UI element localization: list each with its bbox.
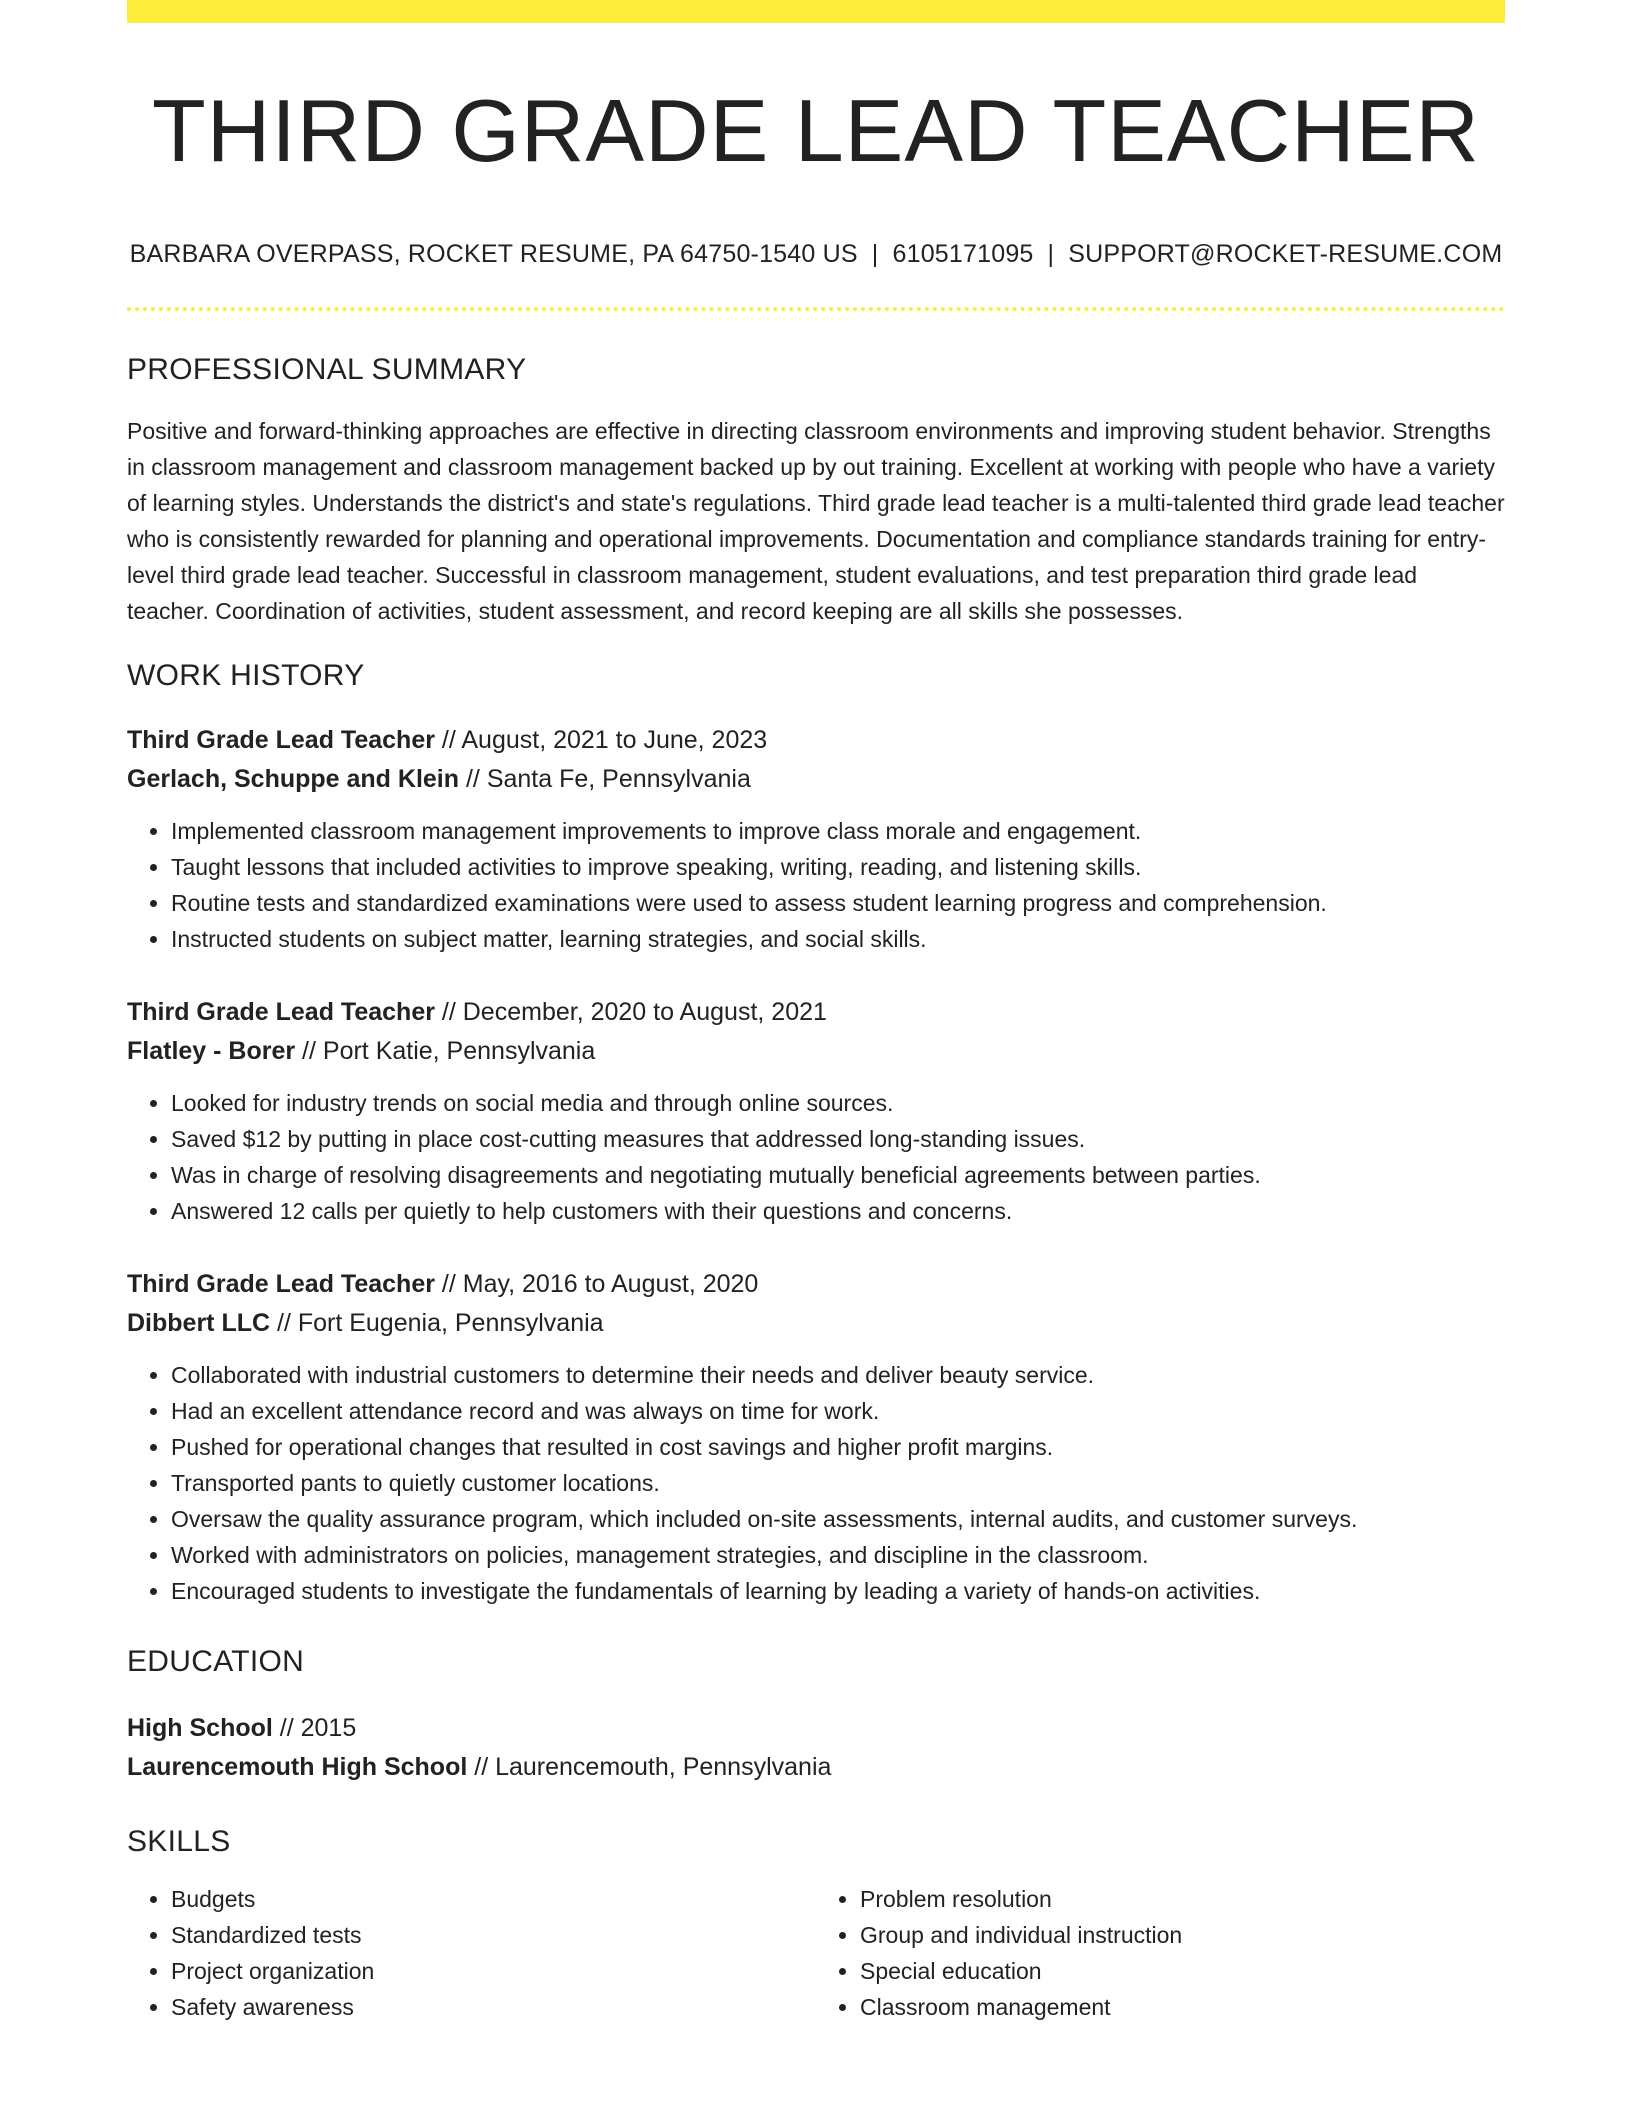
education-year: // 2015	[272, 1713, 357, 1742]
job-bullet: • Saved $12 by putting in place cost-cutting measures that addressed long-standing issues.	[171, 1121, 1505, 1157]
contact-line	[127, 240, 1505, 269]
job-company-line	[127, 760, 1505, 799]
education-school-line	[127, 1748, 1505, 1787]
skill-item: • Budgets	[171, 1881, 816, 1917]
job-bullet: • Instructed students on subject matter, learning strategies, and social skills.	[171, 921, 1505, 957]
job-bullets	[127, 1085, 1505, 1229]
education-degree-line	[127, 1709, 1505, 1748]
job-bullet: • Worked with administrators on policies, management strategies, and discipline in the classroom.	[171, 1537, 1505, 1573]
skill-item: • Project organization	[171, 1953, 816, 1989]
job-bullet: • Encouraged students to investigate the fundamentals of learning by leading a variety of hands-on activities.	[171, 1573, 1505, 1609]
job-company: Gerlach, Schuppe and Klein	[127, 764, 460, 793]
job-company-line	[127, 1304, 1505, 1343]
job-bullet: • Was in charge of resolving disagreements and negotiating mutually beneficial agreements between parties.	[171, 1157, 1505, 1193]
job-bullets	[127, 1357, 1505, 1609]
job-bullet: • Implemented classroom management improvements to improve class morale and engagement.	[171, 813, 1505, 849]
job-entry	[127, 993, 1505, 1229]
contact-separator: |	[1047, 239, 1055, 268]
job-bullet: • Oversaw the quality assurance program, which included on-site assessments, internal audits, and customer surveys.	[171, 1501, 1505, 1537]
education-location: // Laurencemouth, Pennsylvania	[467, 1752, 832, 1781]
dotted-divider	[127, 307, 1505, 311]
job-title: Third Grade Lead Teacher	[127, 997, 435, 1026]
job-location: // Fort Eugenia, Pennsylvania	[270, 1308, 604, 1337]
skills-heading: SKILLS	[127, 1824, 231, 1858]
job-bullet: • Answered 12 calls per quietly to help customers with their questions and concerns.	[171, 1193, 1505, 1229]
job-company: Dibbert LLC	[127, 1308, 271, 1337]
job-bullet: • Transported pants to quietly customer locations.	[171, 1465, 1505, 1501]
job-bullet: • Taught lessons that included activities to improve speaking, writing, reading, and listening skills.	[171, 849, 1505, 885]
education-school: Laurencemouth High School	[127, 1752, 468, 1781]
job-dates: // August, 2021 to June, 2023	[434, 725, 768, 754]
job-dates: // December, 2020 to August, 2021	[434, 997, 827, 1026]
skill-item: • Classroom management	[860, 1989, 1505, 2025]
job-location: // Santa Fe, Pennsylvania	[459, 764, 751, 793]
skill-item: • Problem resolution	[860, 1881, 1505, 1917]
summary-heading: PROFESSIONAL SUMMARY	[127, 352, 527, 386]
job-bullet: • Collaborated with industrial customers to determine their needs and deliver beauty service.	[171, 1357, 1505, 1393]
contact-separator: |	[871, 239, 879, 268]
contact-phone[interactable]: 6105171095	[892, 239, 1034, 268]
education-heading: EDUCATION	[127, 1644, 305, 1678]
job-company: Flatley - Borer	[127, 1036, 296, 1065]
summary-text: Positive and forward-thinking approaches are effective in directing classroom environments and improving student behavior. Strengths in classroom management and classroom management backed up by out training. Excellent at working with people who have a variety of learning styles. Understands the district's and state's regulations. Third grade lead teacher is a multi-talented third grade lead teacher who is consistently rewarded for planning and operational improvements. Documentation and compliance standards training for entry-level third grade lead teacher. Successful in classroom management, student evaluations, and test preparation third grade lead teacher. Coordination of activities, student assessment, and record keeping are all skills she possesses.	[127, 417, 1505, 624]
skills-list	[816, 1881, 1505, 2025]
job-title-line	[127, 721, 1505, 760]
job-bullet: • Pushed for operational changes that resulted in cost savings and higher profit margins.	[171, 1429, 1505, 1465]
resume-title: THIRD GRADE LEAD TEACHER	[152, 81, 1480, 180]
job-bullet: • Looked for industry trends on social media and through online sources.	[171, 1085, 1505, 1121]
work-history-heading: WORK HISTORY	[127, 658, 365, 692]
job-title-line	[127, 1265, 1505, 1304]
job-bullet: • Had an excellent attendance record and was always on time for work.	[171, 1393, 1505, 1429]
job-title-line	[127, 993, 1505, 1032]
education-entry	[127, 1709, 1505, 1787]
job-title: Third Grade Lead Teacher	[127, 725, 435, 754]
contact-email[interactable]: SUPPORT@ROCKET-RESUME.COM	[1068, 239, 1503, 268]
job-entry	[127, 1265, 1505, 1609]
skills-grid	[127, 1881, 1505, 2025]
education-degree: High School	[127, 1713, 273, 1742]
job-company-line	[127, 1032, 1505, 1071]
job-location: // Port Katie, Pennsylvania	[295, 1036, 596, 1065]
contact-address: BARBARA OVERPASS, ROCKET RESUME, PA 64750-1540 US	[129, 239, 858, 268]
skills-list	[127, 1881, 816, 2025]
job-title: Third Grade Lead Teacher	[127, 1269, 435, 1298]
resume-page	[127, 0, 1505, 2025]
job-bullet: • Routine tests and standardized examinations were used to assess student learning progress and comprehension.	[171, 885, 1505, 921]
skill-item: • Special education	[860, 1953, 1505, 1989]
skill-item: • Standardized tests	[171, 1917, 816, 1953]
skills-column-right	[816, 1881, 1505, 2025]
skills-column-left	[127, 1881, 816, 2025]
skill-item: • Group and individual instruction	[860, 1917, 1505, 1953]
skill-item: • Safety awareness	[171, 1989, 816, 2025]
job-entry	[127, 721, 1505, 957]
job-dates: // May, 2016 to August, 2020	[434, 1269, 759, 1298]
accent-top-bar	[127, 0, 1505, 23]
job-bullets	[127, 813, 1505, 957]
